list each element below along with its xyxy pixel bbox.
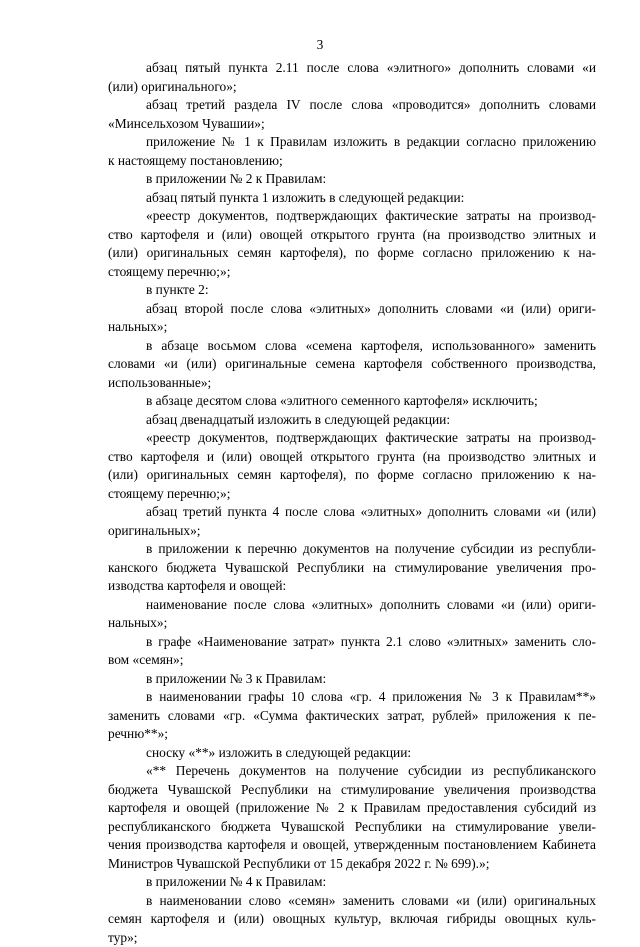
text-line: использованные»;	[108, 374, 596, 393]
text-line: семян картофеля и (или) овощных культур, включая гибриды овощных куль-	[108, 910, 596, 929]
text-line: абзац пятый пункта 1 изложить в следующей редакции:	[108, 189, 596, 208]
text-line: сноску «**» изложить в следующей редакции:	[108, 744, 596, 763]
text-line: в приложении № 3 к Правилам:	[108, 670, 596, 689]
text-line: в приложении № 4 к Правилам:	[108, 873, 596, 892]
text-line: абзац третий раздела IV после слова «проводится» дополнить словами	[108, 96, 596, 115]
text-line: «** Перечень документов на получение субсидии из республиканского	[108, 762, 596, 781]
text-line: тур»;	[108, 929, 596, 947]
text-line: нальных»;	[108, 318, 596, 337]
document-body	[108, 59, 596, 947]
text-line: «реестр документов, подтверждающих фактические затраты на производ-	[108, 429, 596, 448]
text-line: стоящему перечню;»;	[108, 485, 596, 504]
text-line: изводства картофеля и овощей:	[108, 577, 596, 596]
text-line: наименование после слова «элитных» дополнить словами «и (или) ориги-	[108, 596, 596, 615]
text-line: (или) оригинальных семян картофеля), по форме согласно приложению к на-	[108, 466, 596, 485]
text-line: картофеля и овощей (приложение № 2 к Правилам предоставления субсидий из	[108, 799, 596, 818]
text-line: (или) оригинального»;	[108, 78, 596, 97]
text-line: в приложении к перечню документов на получение субсидии из республи-	[108, 540, 596, 559]
text-line: стоящему перечню;»;	[108, 263, 596, 282]
text-line: в приложении № 2 к Правилам:	[108, 170, 596, 189]
text-line: к настоящему постановлению;	[108, 152, 596, 171]
text-line: абзац двенадцатый изложить в следующей редакции:	[108, 411, 596, 430]
text-line: в наименовании слово «семян» заменить словами «и (или) оригинальных	[108, 892, 596, 911]
text-line: в наименовании графы 10 слова «гр. 4 приложения № 3 к Правилам**»	[108, 688, 596, 707]
text-line: в пункте 2:	[108, 281, 596, 300]
page-number: 3	[0, 36, 640, 54]
text-line: «реестр документов, подтверждающих фактические затраты на производ-	[108, 207, 596, 226]
text-line: оригинальных»;	[108, 522, 596, 541]
text-line: абзац третий пункта 4 после слова «элитных» дополнить словами «и (или)	[108, 503, 596, 522]
text-line: «Минсельхозом Чувашии»;	[108, 115, 596, 134]
text-line: Министров Чувашской Республики от 15 декабря 2022 г. № 699).»;	[108, 855, 596, 874]
text-line: в абзаце восьмом слова «семена картофеля, использованного» заменить	[108, 337, 596, 356]
text-line: чения производства картофеля и овощей, утвержденным постановлением Кабинета	[108, 836, 596, 855]
text-line: канского бюджета Чувашской Республики на стимулирование увеличения про-	[108, 559, 596, 578]
text-line: нальных»;	[108, 614, 596, 633]
text-line: абзац пятый пункта 2.11 после слова «элитного» дополнить словами «и	[108, 59, 596, 78]
text-line: республиканского бюджета Чувашской Республики на стимулирование увели-	[108, 818, 596, 837]
text-line: в абзаце десятом слова «элитного семенного картофеля» исключить;	[108, 392, 596, 411]
text-line: вом «семян»;	[108, 651, 596, 670]
text-line: (или) оригинальных семян картофеля), по форме согласно приложению к на-	[108, 244, 596, 263]
text-line: ство картофеля и (или) овощей открытого грунта (на производство элитных и	[108, 448, 596, 467]
text-line: словами «и (или) оригинальные семена картофеля собственного производства,	[108, 355, 596, 374]
text-line: ство картофеля и (или) овощей открытого грунта (на производство элитных и	[108, 226, 596, 245]
text-line: в графе «Наименование затрат» пункта 2.1 слово «элитных» заменить сло-	[108, 633, 596, 652]
text-line: речню**»;	[108, 725, 596, 744]
text-line: заменить словами «гр. «Сумма фактических затрат, рублей» приложения к пе-	[108, 707, 596, 726]
text-line: приложение № 1 к Правилам изложить в редакции согласно приложению	[108, 133, 596, 152]
text-line: абзац второй после слова «элитных» дополнить словами «и (или) ориги-	[108, 300, 596, 319]
text-line: бюджета Чувашской Республики на стимулирование увеличения производства	[108, 781, 596, 800]
